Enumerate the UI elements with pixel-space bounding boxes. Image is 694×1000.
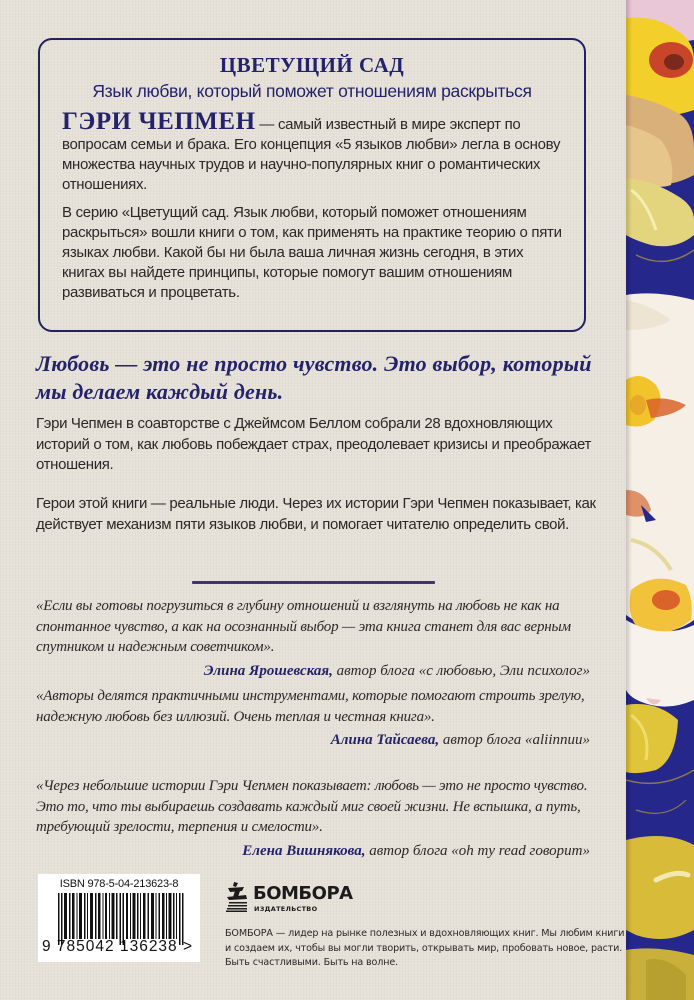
publisher-logo	[226, 880, 356, 920]
publisher-description: БОМБОРА — лидер на рынке полезных и вдохновляющих книг. Мы любим книги и создаем их, чтобы вы могли творить, открывать мир, пробовать новое, расти. Быть счастливыми. Быть на волне.	[225, 928, 625, 968]
reviewer-role: автор блога «с любовью, Эли психолог»	[332, 662, 590, 679]
reviewer-role: автор блога «oh my read говорит»	[365, 842, 590, 859]
review-quote: «Через небольшие истории Гэри Чепмен показывает: любовь — это не просто чувство. Это то, что ты выбираешь создавать каждый миг своей жизни. Не вспышка, а путь, требующий зрелости, терпения и смелости».	[36, 778, 588, 835]
reviewer-name: Алина Тайсаева,	[330, 732, 440, 748]
review-quote: «Авторы делятся практичными инструментами, которые помогают строить зрелую, надежную любовь без иллюзий. Очень теплая и честная книга».	[36, 688, 585, 725]
series-title: ЦВЕТУЩИЙ САД	[219, 53, 405, 77]
description-paragraph-2: Герои этой книги — реальные люди. Через их истории Гэри Чепмен показывает, как действует механизм пяти языков любви, и помогает читателю определить свой.	[36, 495, 596, 533]
section-divider	[192, 581, 435, 584]
reviewer-name: Элина Ярошевская,	[203, 662, 333, 679]
tagline: Любовь — это не просто чувство. Это выбор, который мы делаем каждый день.	[36, 351, 592, 404]
bombora-logo-icon	[226, 882, 248, 912]
description-paragraph-1: Гэри Чепмен в соавторстве с Джеймсом Беллом собрали 28 вдохновляющих историй о том, как любовь побеждает страх, преодолевает кризисы и преображает отношения.	[36, 415, 592, 473]
spine-shadow	[626, 0, 632, 1000]
barcode-digits: 9 785042 136238 >	[42, 938, 194, 955]
author-bio-text: — самый известный в мире эксперт по вопросам семьи и брака. Его концепция «5 языков любви» легла в основу множества научных трудов и научно-популярных книг о романтических отношениях.	[62, 116, 561, 193]
reviewer-name: Елена Вишнякова,	[242, 842, 366, 859]
review-2	[36, 686, 596, 751]
review-byline	[36, 840, 596, 862]
series-description: В серию «Цветущий сад. Язык любви, который поможет отношениям раскрыться» вошли книги о том, как применять на практике теорию о пяти языках любви. Какой бы ни была ваша личная жизнь сегодня, в этих книгах вы найдете принципы, которые помогут вашим отношениям развиваться и процветать.	[62, 204, 562, 301]
publisher-name: БОМБОРА	[253, 883, 353, 904]
review-byline	[36, 660, 596, 682]
author-name: ГЭРИ ЧЕПМЕН	[62, 108, 256, 135]
publisher-subtitle: ИЗДАТЕЛЬСТВО	[254, 905, 318, 913]
author-bio	[62, 108, 562, 195]
review-3	[36, 776, 596, 862]
reviewer-role: автор блога «aliinnuu»	[439, 732, 590, 748]
isbn-number: ISBN 978-5-04-213623-8	[59, 878, 179, 890]
review-quote: «Если вы готовы погрузиться в глубину отношений и взглянуть на любовь не как на спонтанное чувство, а как на осознанный выбор — эта книга станет для вас верным спутником и надежным советчиком».	[36, 598, 571, 655]
isbn-barcode	[38, 874, 200, 962]
series-subtitle: Язык любви, который поможет отношениям раскрыться	[92, 81, 532, 101]
floral-illustration	[626, 0, 694, 1000]
series-info-box	[38, 38, 586, 332]
flower-pattern-icon	[626, 0, 694, 1000]
review-1	[36, 596, 596, 682]
review-byline	[36, 729, 596, 751]
